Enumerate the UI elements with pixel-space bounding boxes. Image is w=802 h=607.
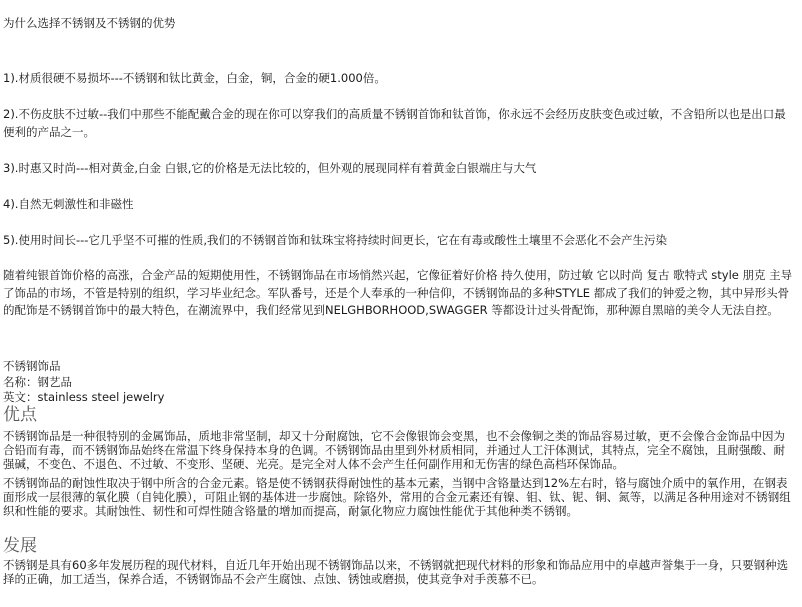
- product-alias: 名称：钢艺品: [3, 375, 72, 389]
- product-name: 不锈钢饰品: [3, 359, 61, 373]
- product-english-name: 英文：stainless steel jewelry: [3, 390, 165, 404]
- point-5: 5).使用时间长---它几乎坚不可摧的性质,我们的不锈钢首饰和钛珠宝将持续时间更长，它在有毒或酸性土壤里不会恶化不会产生污染: [3, 233, 668, 247]
- advantages-paragraph-1: 不锈钢饰品是一种很特别的金属饰品，质地非常坚制，却又十分耐腐蚀，它不会像银饰会变黑，也不会像铜之类的饰品容易过敏，更不会像合金饰品中因为合铅而有毒，而不锈钢饰品始终在常温下终身保持本身的色调。不锈钢饰品由里到外材质相同，并通过人工汗体测试，其特点，完全不腐蚀，且耐强酸、耐强碱，不变色、不退色、不过敏、不变形、坚硬、光亮。是完全对人体不会产生任何副作用和无伤害的绿色高档环保饰品。: [3, 429, 785, 471]
- development-paragraph: 不锈钢是具有60多年发展历程的现代材料，自近几年开始出现不锈钢饰品以来，不锈钢就把现代材料的形象和饰品应用中的卓越声誉集于一身，只要钢种选择的正确，加工适当，保养合适，不锈钢饰品不会产生腐蚀、点蚀、锈蚀或磨损，使其竞争对手羡慕不已。: [3, 558, 789, 586]
- point-3: 3).时惠又时尚---相对黄金,白金 白银,它的价格是无法比较的，但外观的展现同样有着黄金白银端庄与大气: [3, 161, 537, 175]
- point-2: 2).不伤皮肤不过敏--我们中那些不能配戴合金的现在你可以穿我们的高质量不锈钢首饰和钛首饰，你永远不会经历皮肤变色或过敏，不含铅所以也是出口最便利的产品之一。: [3, 107, 786, 139]
- development-heading: 发展: [3, 536, 37, 556]
- point-1: 1).材质很硬不易损坏---不锈钢和钛比黄金，白金，铜，合金的硬1.000倍。: [3, 71, 386, 85]
- advantages-paragraph-2: 不锈钢饰品的耐蚀性取决于钢中所含的合金元素。铬是使不锈钢获得耐蚀性的基本元素，当钢中含铬量达到12%左右时，铬与腐蚀介质中的氧作用，在钢表面形成一层很薄的氧化膜（自钝化膜），可阻止钢的基体进一步腐蚀。除铬外，常用的合金元素还有镍、钼、钛、铌、铜、氮等，以满足各种用途对不锈钢组织和性能的要求。其耐蚀性、韧性和可焊性随含铬量的增加而提高，耐氯化物应力腐蚀性能优于其他种类不锈钢。: [3, 476, 791, 518]
- point-4: 4).自然无刺激性和非磁性: [3, 197, 134, 211]
- page-title: 为什么选择不锈钢及不锈钢的优势: [3, 16, 176, 30]
- intro-paragraph: 随着纯银首饰价格的高涨，合金产品的短期使用性，不锈钢饰品在市场悄然兴起，它像征着好价格 持久使用，防过敏 它以时尚 复古 歌特式 style 朋克 主导了饰品的市场，不管是特别的组织，学习毕业纪念。军队番号，还是个人奉承的一种信仰，不锈钢饰品的多种STYLE 都成了我们的钟爱之物，其中异形头骨的配饰是不锈钢首饰中的最大特色，在潮流界中，我们经常见到NELGHBORHOOD,SWAGGER 等都设计过头骨配饰，那种源自黑暗的美令人无法自控。: [3, 268, 793, 317]
- advantages-heading: 优点: [3, 405, 37, 425]
